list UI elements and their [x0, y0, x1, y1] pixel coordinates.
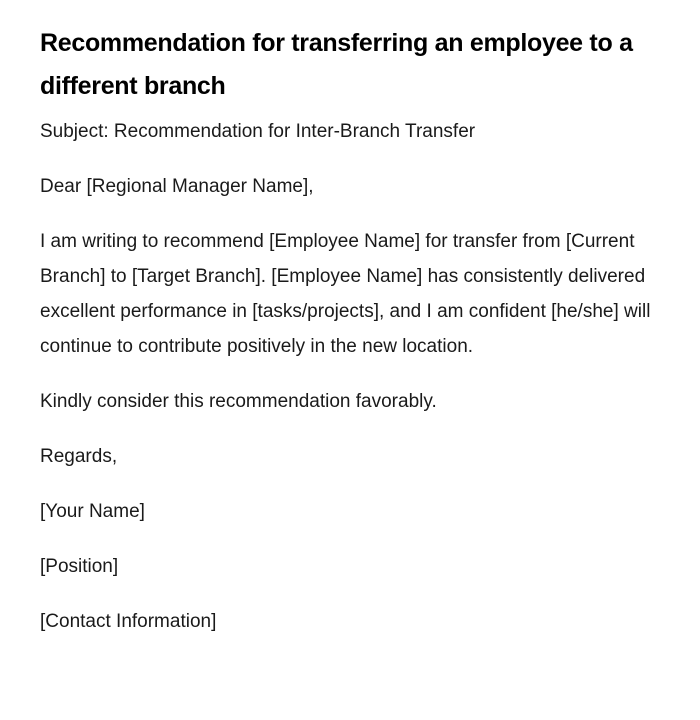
salutation: Dear [Regional Manager Name], — [40, 176, 314, 197]
document-title: Recommendation for transferring an employee to a different branch — [40, 29, 633, 100]
sender-position: [Position] — [40, 556, 119, 577]
body-paragraph: I am writing to recommend [Employee Name] for transfer from [Current Branch] to [Target Branch]. [Employee Name] has consistently delivered excellent performance in [tasks/projects], and I am confident [he/she] will continue to contribute positively in the new location. — [40, 231, 651, 357]
sender-name: [Your Name] — [40, 501, 145, 522]
subject-line: Subject: Recommendation for Inter-Branch Transfer — [40, 121, 476, 142]
closing-line: Kindly consider this recommendation favorably. — [40, 391, 437, 412]
sender-contact: [Contact Information] — [40, 611, 217, 632]
regards: Regards, — [40, 446, 118, 467]
